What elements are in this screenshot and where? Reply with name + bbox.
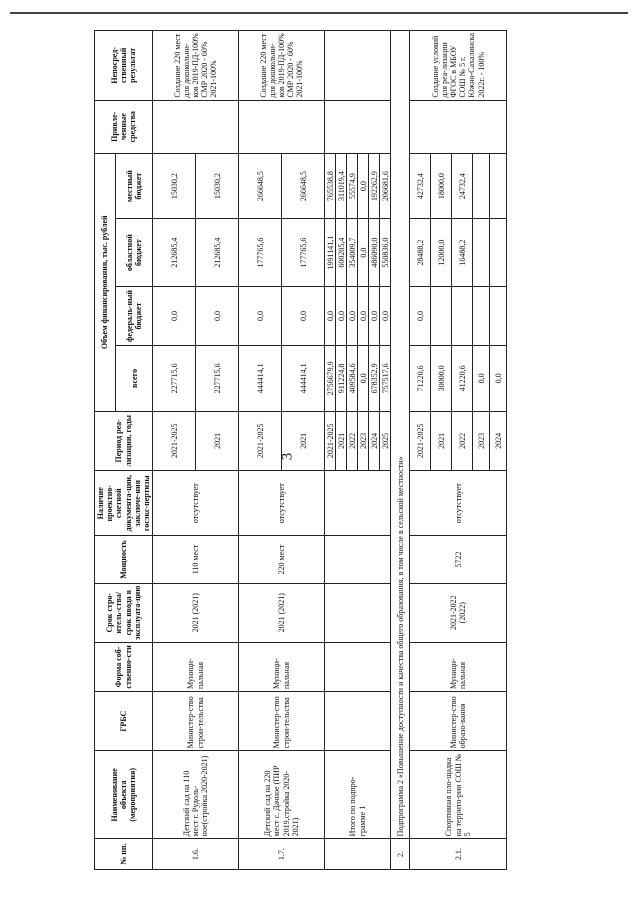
row-period: 2021 bbox=[282, 411, 325, 470]
row-other bbox=[239, 100, 325, 153]
row-local: 55574,9 bbox=[347, 153, 358, 218]
row-federal: 0,0 bbox=[282, 286, 325, 345]
header-other: Привле-ченные средства bbox=[95, 100, 153, 153]
row-regional bbox=[490, 219, 507, 287]
row-federal bbox=[473, 286, 490, 345]
row-local bbox=[490, 153, 507, 218]
row-period: 2021-2025 bbox=[239, 411, 282, 470]
row-regional: 177765,6 bbox=[282, 219, 325, 287]
row-federal: 0,0 bbox=[239, 286, 282, 345]
row-total: 227715,6 bbox=[153, 346, 196, 411]
row-form: Муници-пальная bbox=[239, 642, 325, 691]
row-federal: 0,0 bbox=[325, 286, 336, 345]
row-name: Детский сад на 110 мест г. Рудоль-ное(стройка 2020-2021) bbox=[153, 751, 239, 839]
row-federal bbox=[452, 286, 473, 345]
row-docs: отсутствует bbox=[410, 471, 507, 536]
row-federal: 0,0 bbox=[410, 286, 431, 345]
row-federal: 0,0 bbox=[196, 286, 239, 345]
row-total: 444414,1 bbox=[239, 346, 282, 411]
row-regional: 28488,2 bbox=[410, 219, 431, 287]
row-total: 41220,6 bbox=[452, 346, 473, 411]
header-form: Форма соб-ственно-сти bbox=[95, 642, 153, 691]
row-form bbox=[325, 642, 391, 691]
row-regional: 486090,0 bbox=[369, 219, 380, 287]
row-local: 42732,4 bbox=[410, 153, 431, 218]
row-federal: 0,0 bbox=[347, 286, 358, 345]
row-regional: 354009,7 bbox=[347, 219, 358, 287]
row-period: 2022 bbox=[347, 411, 358, 470]
row-total: 409584,6 bbox=[347, 346, 358, 411]
row-federal: 0,0 bbox=[369, 286, 380, 345]
row-num: 1.6. bbox=[153, 839, 239, 870]
row-local: 311019,4 bbox=[336, 153, 347, 218]
row-result: Создание 220 мест для дошкольни-ков 2019-ПД-100% СМР 2020 - 60% 2021-100% bbox=[239, 31, 325, 101]
header-federal: федераль-ный бюджет bbox=[116, 286, 153, 345]
row-term bbox=[325, 583, 391, 642]
row-period: 2021-2025 bbox=[153, 411, 196, 470]
header-total: всего bbox=[116, 346, 153, 411]
row-num bbox=[325, 839, 391, 870]
row-period: 2023 bbox=[358, 411, 369, 470]
row-term: 2021-2022 (2022) bbox=[410, 583, 507, 642]
row-period: 2022 bbox=[452, 411, 473, 470]
row-period: 2025 bbox=[380, 411, 391, 470]
row-grbs bbox=[325, 691, 391, 750]
row-grbs: Министер-ство образо-вания bbox=[410, 691, 507, 750]
row-local: 24732,4 bbox=[452, 153, 473, 218]
row-grbs: Министер-ство строи-тельства bbox=[153, 691, 239, 750]
row-regional: 600205,4 bbox=[336, 219, 347, 287]
row-period: 2023 bbox=[473, 411, 490, 470]
row-local: 18000,0 bbox=[431, 153, 452, 218]
section-row bbox=[391, 31, 410, 870]
row-federal: 0,0 bbox=[153, 286, 196, 345]
table-row bbox=[325, 31, 336, 870]
row-local: 0,0 bbox=[358, 153, 369, 218]
row-total: 911224,8 bbox=[336, 346, 347, 411]
rotated-table-wrapper bbox=[94, 30, 539, 870]
table-row bbox=[239, 31, 282, 870]
row-result: Создание условий для реа-лизации ФГОС в МБОУ СОШ № 5 г. Южно-Сахалинска 2022г. - 100% bbox=[410, 31, 507, 101]
row-total: 30000,0 bbox=[431, 346, 452, 411]
row-total: 0,0 bbox=[358, 346, 369, 411]
table-row bbox=[410, 31, 431, 870]
row-name: Итого по подпро-грамме 1 bbox=[325, 751, 391, 839]
row-total: 2756679,9 bbox=[325, 346, 336, 411]
program-table bbox=[94, 30, 507, 870]
row-total: 444414,1 bbox=[282, 346, 325, 411]
header-term: Срок стро-итель-ства/срок ввода в эксплуата-цию bbox=[95, 583, 153, 642]
row-local: 266648,5 bbox=[239, 153, 282, 218]
row-total: 678352,9 bbox=[369, 346, 380, 411]
row-power: 220 мест bbox=[239, 536, 325, 583]
top-border-line bbox=[10, 12, 628, 14]
row-local: 266648,5 bbox=[282, 153, 325, 218]
header-period: Период реа-лизации, годы bbox=[95, 411, 153, 470]
row-docs: отсутствует bbox=[239, 471, 325, 536]
row-result: Создание 220 мест для дошкольни-ков 2019-ПД-100% СМР 2020 - 60% 2021-100% bbox=[153, 31, 239, 101]
row-federal: 0,0 bbox=[336, 286, 347, 345]
row-period: 2021-2025 bbox=[325, 411, 336, 470]
section-title: Подпрограмма 2 «Повышение доступности и качества общего образования, в том числе в сельской местности» bbox=[391, 31, 410, 839]
row-period: 2021 bbox=[431, 411, 452, 470]
row-federal bbox=[431, 286, 452, 345]
row-term: 2021 (2021) bbox=[153, 583, 239, 642]
header-grbs: ГРБС bbox=[95, 691, 153, 750]
row-period: 2021 bbox=[196, 411, 239, 470]
table-row bbox=[153, 31, 196, 870]
row-docs: отсутствует bbox=[153, 471, 239, 536]
row-docs bbox=[325, 471, 391, 536]
row-term: 2021 (2021) bbox=[239, 583, 325, 642]
header-result: Непосред-ственный результат bbox=[95, 31, 153, 101]
row-federal: 0,0 bbox=[380, 286, 391, 345]
row-regional: 12000,0 bbox=[431, 219, 452, 287]
header-regional: областной бюджет bbox=[116, 219, 153, 287]
row-power: 5722 bbox=[410, 536, 507, 583]
row-num: 1.7. bbox=[239, 839, 325, 870]
row-local: 15030,2 bbox=[196, 153, 239, 218]
row-regional: 16488,2 bbox=[452, 219, 473, 287]
row-total: 0,0 bbox=[490, 346, 507, 411]
row-total: 0,0 bbox=[473, 346, 490, 411]
section-num: 2. bbox=[391, 839, 410, 870]
header-name: Наименование объекта (мероприятия) bbox=[95, 751, 153, 839]
row-regional: 1991141,1 bbox=[325, 219, 336, 287]
row-local bbox=[473, 153, 490, 218]
row-regional bbox=[473, 219, 490, 287]
row-total: 757517,6 bbox=[380, 346, 391, 411]
row-num: 2.1. bbox=[410, 839, 507, 870]
row-local: 765538,8 bbox=[325, 153, 336, 218]
row-federal: 0,0 bbox=[358, 286, 369, 345]
row-power: 110 мест bbox=[153, 536, 239, 583]
row-local: 192262,9 bbox=[369, 153, 380, 218]
header-row bbox=[95, 31, 116, 870]
row-other bbox=[410, 100, 507, 153]
row-power bbox=[325, 536, 391, 583]
row-period: 2024 bbox=[369, 411, 380, 470]
row-other bbox=[153, 100, 239, 153]
row-other bbox=[325, 100, 391, 153]
row-result bbox=[325, 31, 391, 101]
row-total: 71220,6 bbox=[410, 346, 431, 411]
row-regional: 0,0 bbox=[358, 219, 369, 287]
page-number: 3 bbox=[279, 452, 296, 461]
header-funding: Объем финансирования, тыс. рублей bbox=[95, 153, 116, 411]
row-local: 15030,2 bbox=[153, 153, 196, 218]
row-federal bbox=[490, 286, 507, 345]
row-regional: 212685,4 bbox=[153, 219, 196, 287]
header-docs: Наличие проектно-сметной документа-ции, заключе-ния госэкс-пертизы bbox=[95, 471, 153, 536]
row-total: 227715,6 bbox=[196, 346, 239, 411]
header-power: Мощность bbox=[95, 536, 153, 583]
header-num: № пп. bbox=[95, 839, 153, 870]
row-form: Муници-пальная bbox=[410, 642, 507, 691]
row-period: 2021-2025 bbox=[410, 411, 431, 470]
row-period: 2021 bbox=[336, 411, 347, 470]
row-name: Детский сад на 220 мест с. Дачное (ПИР 2019,стройка 2020-2021) bbox=[239, 751, 325, 839]
row-regional: 177765,6 bbox=[239, 219, 282, 287]
row-regional: 212685,4 bbox=[196, 219, 239, 287]
row-local: 206681,6 bbox=[380, 153, 391, 218]
row-period: 2024 bbox=[490, 411, 507, 470]
row-grbs: Министер-ство строи-тельства bbox=[239, 691, 325, 750]
row-form: Муници-пальная bbox=[153, 642, 239, 691]
header-local: местный бюджет bbox=[116, 153, 153, 218]
row-regional: 550836,0 bbox=[380, 219, 391, 287]
row-name: Спортивная пло-щадка на террито-рии СОШ № 5 bbox=[410, 751, 507, 839]
